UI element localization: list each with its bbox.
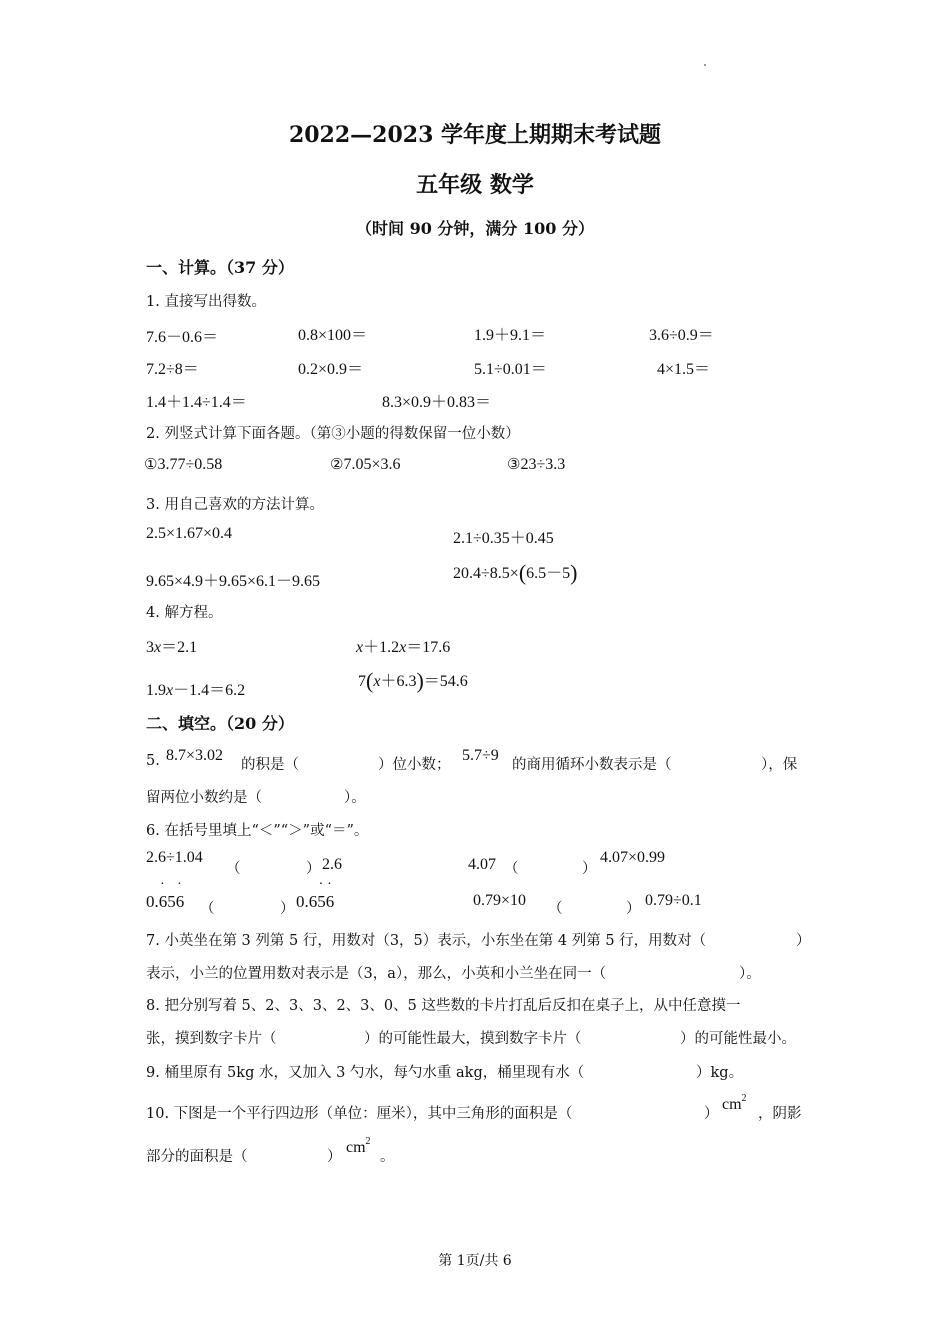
circled-number: ① <box>144 457 158 473</box>
q1-item: 1.9＋9.1＝ <box>474 327 547 344</box>
q10-line: ） <box>327 1149 342 1165</box>
exam-info: （时间 90 分钟，满分 100 分） <box>356 219 594 238</box>
q2-label: 2. 列竖式计算下面各题。（第③小题的得数保留一位小数） <box>146 426 520 442</box>
q1-item: 7.6－0.6＝ <box>146 329 219 346</box>
q1-item: 5.1÷0.01＝ <box>474 361 547 378</box>
variable: x <box>166 682 174 699</box>
compare-right: 4.07×0.99 <box>600 849 666 866</box>
q3-label: 3. 用自己喜欢的方法计算。 <box>146 497 324 513</box>
equation <box>356 634 450 657</box>
section-1-heading: 一、计算。（37 分） <box>146 258 294 277</box>
q10-line: ） <box>704 1106 719 1122</box>
equation <box>146 634 197 657</box>
repeating-digit: ˙ 6 <box>326 892 335 912</box>
q5-num: 5. <box>146 753 160 769</box>
q3-item: 9.65×4.9＋9.65×6.1－9.65 <box>146 573 321 590</box>
decimal-part: 0.6 <box>296 892 318 911</box>
q9-line-end: ）kg。 <box>696 1065 744 1081</box>
q5-text: ）位小数； <box>378 757 451 773</box>
blank-close: ） <box>626 901 641 917</box>
eq-rest: －1.4＝6.2 <box>173 682 246 699</box>
q8-line: ）的可能性最大，摸到数字卡片（ <box>364 1031 582 1047</box>
compare-left: 2.6÷1.04 <box>146 849 203 866</box>
compare-left <box>146 892 184 912</box>
unit: cm <box>722 1096 742 1113</box>
blank-close: ） <box>306 861 321 877</box>
q2-item <box>144 455 222 474</box>
coef: 3 <box>146 639 154 656</box>
compare-left: 0.79×10 <box>473 892 527 909</box>
variable: x <box>373 673 381 690</box>
q2-expr: 23÷3.3 <box>520 456 566 473</box>
page-number: 第 1页/共 6 <box>438 1253 512 1269</box>
q10-line: 。 <box>380 1149 395 1165</box>
q5-expr: 5.7÷9 <box>462 747 499 764</box>
repeating-digit: ˙ 5 <box>317 892 326 912</box>
eq-rest: ＝54.6 <box>423 673 468 690</box>
q9-line: 9. 桶里原有 5kg 水，又加入 3 勺水，每勺水重 akg，桶里现有水（ <box>146 1065 585 1081</box>
q8-line: ）的可能性最小。 <box>680 1031 796 1047</box>
q7-line: 表示，小兰的位置用数对表示是（3，a），那么，小英和小兰坐在同一（ <box>146 966 607 982</box>
q1-item: 4×1.5＝ <box>657 361 711 378</box>
circled-number: ② <box>330 457 344 473</box>
q1-label: 1. 直接写出得数。 <box>146 294 266 310</box>
blank-close: ） <box>582 861 597 877</box>
q10-line: 10. 下图是一个平行四边形（单位：厘米），其中三角形的面积是（ <box>146 1106 573 1122</box>
q5-text: 留两位小数约是（ <box>146 790 262 806</box>
blank-open: （ <box>548 901 563 917</box>
q5-text: ），保 <box>761 757 798 773</box>
q3-item: 2.5×1.67×0.4 <box>146 525 233 542</box>
paren-close: ) <box>570 560 578 585</box>
q1-item: 8.3×0.9＋0.83＝ <box>382 394 492 411</box>
repeating-digit: ˙ 6 <box>159 892 168 912</box>
coef: 7 <box>358 673 366 690</box>
q7-line-end: ）。 <box>739 966 761 982</box>
circled-number: ③ <box>507 457 521 473</box>
unit: cm <box>346 1139 366 1156</box>
paren-open: ( <box>366 668 374 693</box>
exam-title: 2022—2023 学年度上期期末考试题 <box>288 122 662 148</box>
eq-mid: ＋1.2 <box>363 639 400 656</box>
blank-open: （ <box>200 901 215 917</box>
compare-right: 0.79÷0.1 <box>645 892 702 909</box>
q5-expr: 8.7×3.02 <box>166 747 224 764</box>
q1-item: 7.2÷8＝ <box>146 361 199 378</box>
exam-subtitle: 五年级 数学 <box>416 172 534 198</box>
equation <box>146 677 245 700</box>
q10-line: ，阴影 <box>758 1106 802 1122</box>
q5-text: 的积是（ <box>241 757 299 773</box>
eq-inner: ＋6.3 <box>380 673 417 690</box>
q3-expr-prefix: 20.4÷8.5× <box>453 565 519 582</box>
compare-left: 4.07 <box>468 856 496 873</box>
q7-line-end: ） <box>796 933 811 949</box>
q6-label: 6. 在括号里填上“＜”“＞”或“＝”。 <box>146 823 369 839</box>
coef: 1.9 <box>146 682 166 699</box>
q2-expr: 3.77÷0.58 <box>157 456 223 473</box>
q10-line: 部分的面积是（ <box>146 1149 248 1165</box>
q2-expr: 7.05×3.6 <box>343 456 401 473</box>
exponent: 2 <box>741 1093 747 1104</box>
equation <box>358 668 468 694</box>
variable: x <box>154 639 162 656</box>
compare-right <box>296 892 334 912</box>
exponent: 2 <box>365 1136 371 1147</box>
q5-text: 的商用循环小数表示是（ <box>512 757 672 773</box>
q8-line: 8. 把分别写着 5、2、3、3、2、3、0、5 这些数的卡片打乱后反扣在桌子上，从中任意摸一 <box>146 998 741 1014</box>
variable: x <box>356 639 364 656</box>
q4-label: 4. 解方程。 <box>146 605 223 621</box>
unit-cm2 <box>346 1136 371 1157</box>
decimal-part: 0. <box>146 892 159 911</box>
repeating-digit: ˙ 6 <box>176 892 185 912</box>
q1-item: 0.8×100＝ <box>298 327 368 344</box>
blank-close: ） <box>280 901 295 917</box>
q3-item: 2.1÷0.35＋0.45 <box>453 530 554 547</box>
q2-item <box>330 455 400 474</box>
decimal-part: 5 <box>167 892 176 911</box>
q1-item: 3.6÷0.9＝ <box>649 327 714 344</box>
q1-item: 1.4＋1.4÷1.4＝ <box>146 394 247 411</box>
q5-text: ）。 <box>344 790 366 806</box>
paren-close: ) <box>416 668 424 693</box>
q1-item: 0.2×0.9＝ <box>298 361 364 378</box>
q7-line: 7. 小英坐在第 3 列第 5 行，用数对（3，5）表示，小东坐在第 4 列第 5 行，用数对（ <box>146 933 707 949</box>
compare-right: 2.6 <box>322 856 342 873</box>
eq-rest: ＝17.6 <box>406 639 451 656</box>
paren-open: ( <box>518 560 527 585</box>
q3-item <box>453 560 577 586</box>
variable: x <box>399 639 407 656</box>
q8-line: 张，摸到数字卡片（ <box>146 1031 277 1047</box>
eq-rest: ＝2.1 <box>161 639 198 656</box>
q3-expr-inner: 6.5－5 <box>526 565 571 582</box>
section-2-heading: 二、填空。（20 分） <box>146 714 294 733</box>
blank-open: （ <box>226 861 241 877</box>
blank-open: （ <box>504 861 519 877</box>
scan-dot <box>704 64 706 66</box>
unit-cm2 <box>722 1093 747 1114</box>
q2-item <box>507 455 565 474</box>
